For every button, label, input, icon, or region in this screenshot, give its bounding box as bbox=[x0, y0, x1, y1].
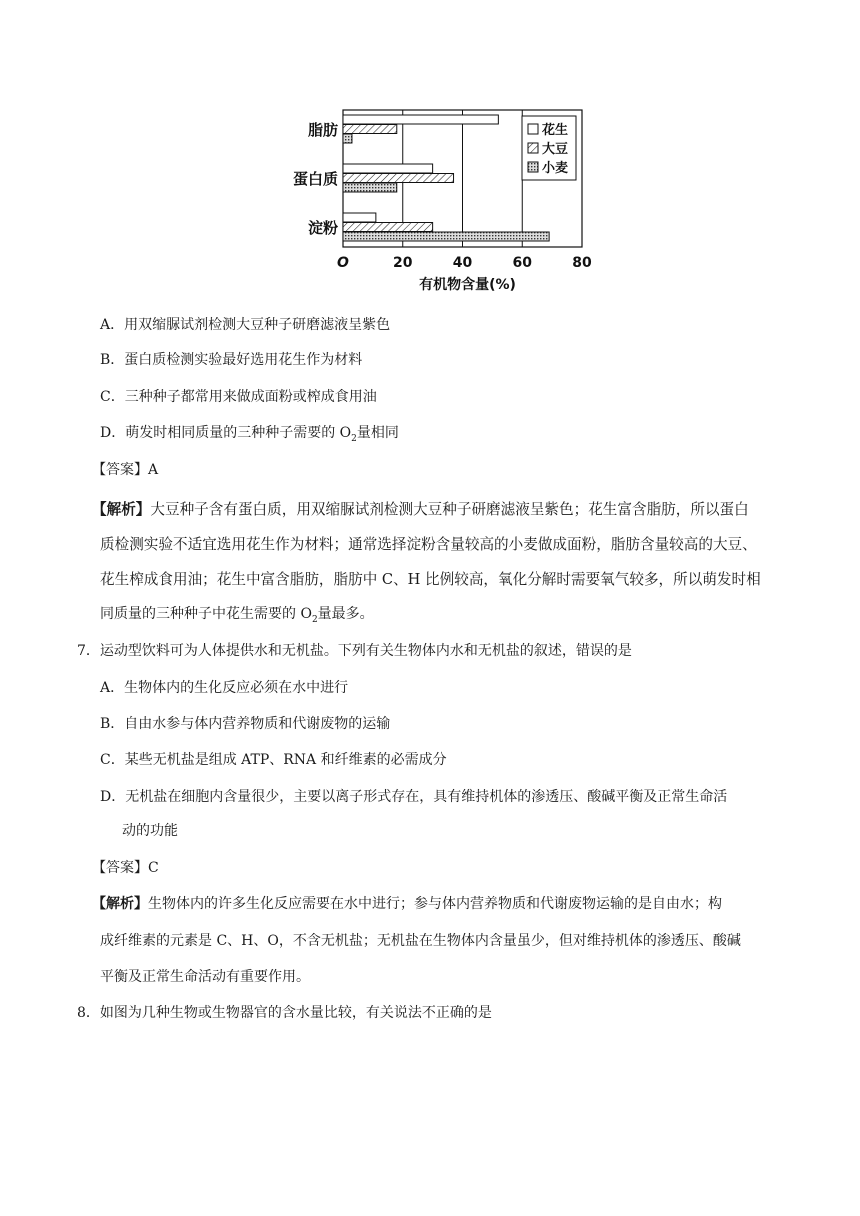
q7-answer: 【答案】C bbox=[92, 860, 159, 876]
analysis-label: 【解析】 bbox=[92, 501, 151, 518]
x-tick-label: 20 bbox=[393, 255, 413, 271]
category-label: 淀粉 bbox=[307, 219, 338, 237]
q6-analysis-line-1 bbox=[92, 500, 749, 520]
legend-swatch-小麦 bbox=[528, 162, 538, 172]
q7-stem: 7．运动型饮料可为人体提供水和无机盐。下列有关生物体内水和无机盐的叙述，错误的是 bbox=[77, 643, 632, 659]
bar-淀粉-大豆 bbox=[343, 223, 433, 232]
q6-option-d bbox=[100, 423, 399, 443]
q7-option-a: A．生物体内的生化反应必须在水中进行 bbox=[100, 680, 349, 696]
category-label: 脂肪 bbox=[307, 121, 338, 139]
q8-stem: 8．如图为几种生物或生物器官的含水量比较，有关说法不正确的是 bbox=[77, 1005, 492, 1021]
q7-analysis-text-1: 生物体内的许多生化反应需要在水中进行；参与体内营养物质和代谢废物运输的是自由水；构 bbox=[148, 896, 722, 912]
bar-脂肪-小麦 bbox=[343, 134, 352, 143]
x-tick-label: O bbox=[337, 255, 349, 271]
legend-label: 大豆 bbox=[542, 142, 569, 157]
q6-analysis-subscript: 2 bbox=[311, 614, 318, 625]
x-axis-label: 有机物含量(%) bbox=[419, 277, 516, 293]
legend-swatch-花生 bbox=[528, 124, 538, 134]
q6-option-a: A．用双缩脲试剂检测大豆种子研磨滤液呈紫色 bbox=[100, 317, 391, 333]
q7-analysis-line-2: 成纤维素的元素是 C、H、O，不含无机盐；无机盐在生物体内含量虽少，但对维持机体的渗透压、酸碱 bbox=[100, 933, 741, 949]
q7-analysis-line-1 bbox=[92, 894, 722, 914]
q6-answer: 【答案】A bbox=[92, 462, 159, 478]
q7-option-d-line-2: 动的功能 bbox=[122, 823, 178, 839]
category-label: 蛋白质 bbox=[292, 170, 338, 188]
q7-analysis-line-3: 平衡及正常生命活动有重要作用。 bbox=[100, 969, 310, 985]
q6-analysis-line-2: 质检测实验不适宜选用花生作为材料；通常选择淀粉含量较高的小麦做成面粉，脂肪含量较高的大豆、 bbox=[100, 536, 757, 553]
bar-蛋白质-花生 bbox=[343, 164, 433, 173]
q6-option-d-text: D．萌发时相同质量的三种种子需要的 O bbox=[100, 425, 352, 441]
bar-脂肪-花生 bbox=[343, 115, 498, 124]
q7-option-b: B．自由水参与体内营养物质和代谢废物的运输 bbox=[100, 716, 391, 732]
bar-淀粉-小麦 bbox=[343, 232, 549, 241]
q6-analysis-line-3: 花生榨成食用油；花生中富含脂肪，脂肪中 C、H 比例较高，氧化分解时需要氧气较多，所以萌发时相 bbox=[100, 571, 761, 588]
bar-蛋白质-小麦 bbox=[343, 183, 397, 192]
bar-蛋白质-大豆 bbox=[343, 174, 454, 183]
q6-option-d-text-end: 量相同 bbox=[356, 425, 399, 441]
q6-option-d-subscript: 2 bbox=[351, 433, 357, 444]
legend-label: 花生 bbox=[542, 123, 569, 138]
bar-淀粉-花生 bbox=[343, 213, 376, 222]
x-tick-label: 60 bbox=[512, 255, 532, 271]
q7-option-c: C．某些无机盐是组成 ATP、RNA 和纤维素的必需成分 bbox=[100, 752, 447, 768]
q6-analysis-text-4-end: 量最多。 bbox=[317, 606, 374, 622]
bar-脂肪-大豆 bbox=[343, 125, 397, 134]
q6-option-b: B．蛋白质检测实验最好选用花生作为材料 bbox=[100, 352, 363, 368]
legend-swatch-大豆 bbox=[528, 143, 538, 153]
q6-analysis-text-4: 同质量的三种种子中花生需要的 O bbox=[100, 606, 312, 622]
q6-analysis-line-4 bbox=[100, 604, 374, 624]
legend-label: 小麦 bbox=[542, 161, 569, 176]
q6-option-c: C．三种种子都常用来做成面粉或榨成食用油 bbox=[100, 389, 377, 405]
x-tick-label: 80 bbox=[572, 255, 592, 271]
q6-analysis-text-1: 大豆种子含有蛋白质，用双缩脲试剂检测大豆种子研磨滤液呈紫色；花生富含脂肪，所以蛋白 bbox=[150, 501, 749, 518]
q7-option-d-line-1: D．无机盐在细胞内含量很少，主要以离子形式存在，具有维持机体的渗透压、酸碱平衡及正常生命活 bbox=[100, 789, 728, 805]
q7-analysis-label: 【解析】 bbox=[92, 896, 148, 912]
x-tick-label: 40 bbox=[452, 255, 473, 271]
organic-content-chart bbox=[292, 100, 620, 305]
bar-chart-svg bbox=[292, 100, 620, 305]
